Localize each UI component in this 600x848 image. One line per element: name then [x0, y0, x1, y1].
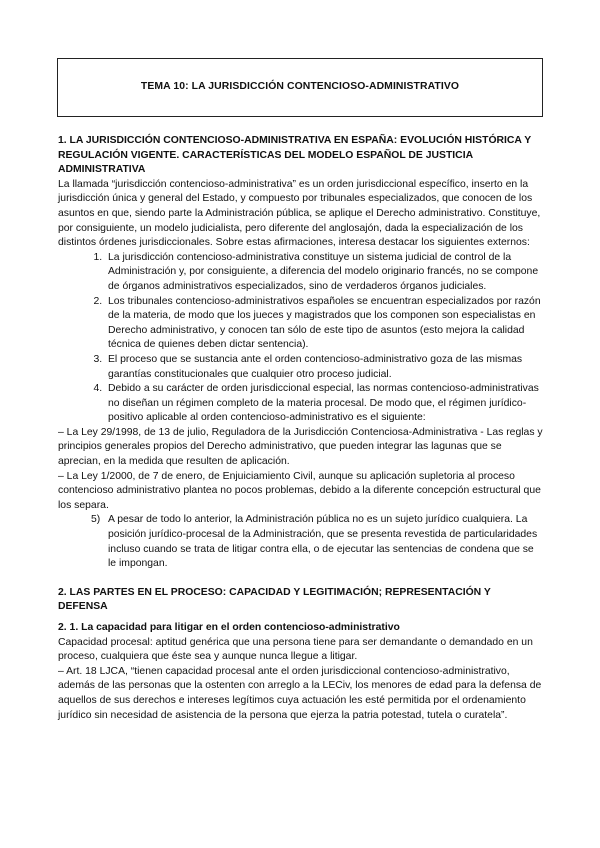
section-2 — [58, 586, 543, 723]
section-1-list-continued — [58, 513, 543, 571]
dash-paragraph-law-1-2000: – La Ley 1/2000, de 7 de enero, de Enjuiciamiento Civil, aunque su aplicación supletoria al proceso contencioso administrativo plantea no pocos problemas, debido a la diferente concepción estructural que los separa. — [58, 470, 541, 511]
list-item: 3. El proceso que se sustancia ante el orden contencioso-administrativo goza de las mismas garantías constitucionales que cualquier otro proceso judicial. — [105, 353, 543, 382]
list-item: 1. La jurisdicción contencioso-administrativa constituye un sistema judicial de control de la Administración y, por consiguiente, a diferencia del modelo originario francés, no se compone de órganos administrativos especializados, sino de verdaderos órganos judiciales. — [105, 251, 543, 295]
list-item — [91, 513, 543, 571]
section-1-heading: 1. LA JURISDICCIÓN CONTENCIOSO-ADMINISTRATIVA EN ESPAÑA: EVOLUCIÓN HISTÓRICA Y REGULACIÓN VIGENTE. CARACTERÍSTICAS DEL MODELO ESPAÑOL DE JUSTICIA ADMINISTRATIVA — [58, 135, 531, 176]
section-2-article-paragraph: – Art. 18 LJCA, “tienen capacidad procesal ante el orden jurisdiccional contencioso-administrativo, además de las personas que la ostenten con arreglo a la LECiv, los menores de edad para la defensa de aquellos de sus derechos e intereses legítimos cuya actuación les esté permitida por el ordenamiento jurídico sin necesidad de asistencia de la persona que ejerza la patria potestad, tutela o curatela”. — [58, 665, 542, 721]
section-2-paragraph: Capacidad procesal: aptitud genérica que una persona tiene para ser demandante o demandado en un proceso, cualquiera que éste sea y aunque nunca llegue a litigar. — [58, 636, 533, 663]
section-1-list — [58, 251, 543, 426]
title-box — [57, 58, 543, 117]
list-item: 4. Debido a su carácter de orden jurisdiccional especial, las normas contencioso-administrativas no diseñan un régimen completo de la materia procesal. De modo que, el régimen jurídico-positivo aplicable al orden contencioso-administrativo es el siguiente: — [105, 382, 543, 426]
section-1-intro: La llamada “jurisdicción contencioso-administrativa” es un orden jurisdiccional específico, inserto en la jurisdicción única y general del Estado, y compuesto por tribunales especializados, que conocen de los asuntos en que, siendo parte la Administración pública, se aplique el Derecho administrativo. Constituye, por consiguiente, un modelo judicialista, pero diferente del anglosajón, dada la especialización de los distintos órdenes jurisdiccionales. Sobre estas afirmaciones, interesa destacar los siguientes externos: — [58, 178, 541, 249]
document-body — [58, 134, 543, 723]
dash-paragraph-law-29-1998: – La Ley 29/1998, de 13 de julio, Reguladora de la Jurisdicción Contenciosa-Administrativa - Las reglas y principios generales propios del Derecho administrativo, que pueden integrar las lagunas que se aprecian, en la medida que resulten de aplicación. — [58, 426, 543, 468]
document-title: TEMA 10: LA JURISDICCIÓN CONTENCIOSO-ADMINISTRATIVO — [140, 81, 460, 93]
section-2-1-heading: 2. 1. La capacidad para litigar en el orden contencioso-administrativo — [58, 622, 400, 633]
list-item-text: A pesar de todo lo anterior, la Administración pública no es un sujeto jurídico cualquiera. La posición jurídico-procesal de la Administración, que se presenta revestida de particularidades incluso cuando se trata de litigar contra ella, o de ejecutar las sentencias de condena que se le impongan. — [108, 514, 538, 570]
list-item: 2. Los tribunales contencioso-administrativos españoles se encuentran especializados por razón de la materia, de modo que los jueces y magistrados que los componen son especialistas en Derecho administrativo, y conocen tan sólo de este tipo de asuntos (esto mejora la calidad técnica de quienes deben dictar sentencia). — [105, 295, 543, 353]
section-2-heading: 2. LAS PARTES EN EL PROCESO: CAPACIDAD Y LEGITIMACIÓN; REPRESENTACIÓN Y DEFENSA — [58, 586, 491, 613]
list-number: 5) — [91, 514, 101, 526]
